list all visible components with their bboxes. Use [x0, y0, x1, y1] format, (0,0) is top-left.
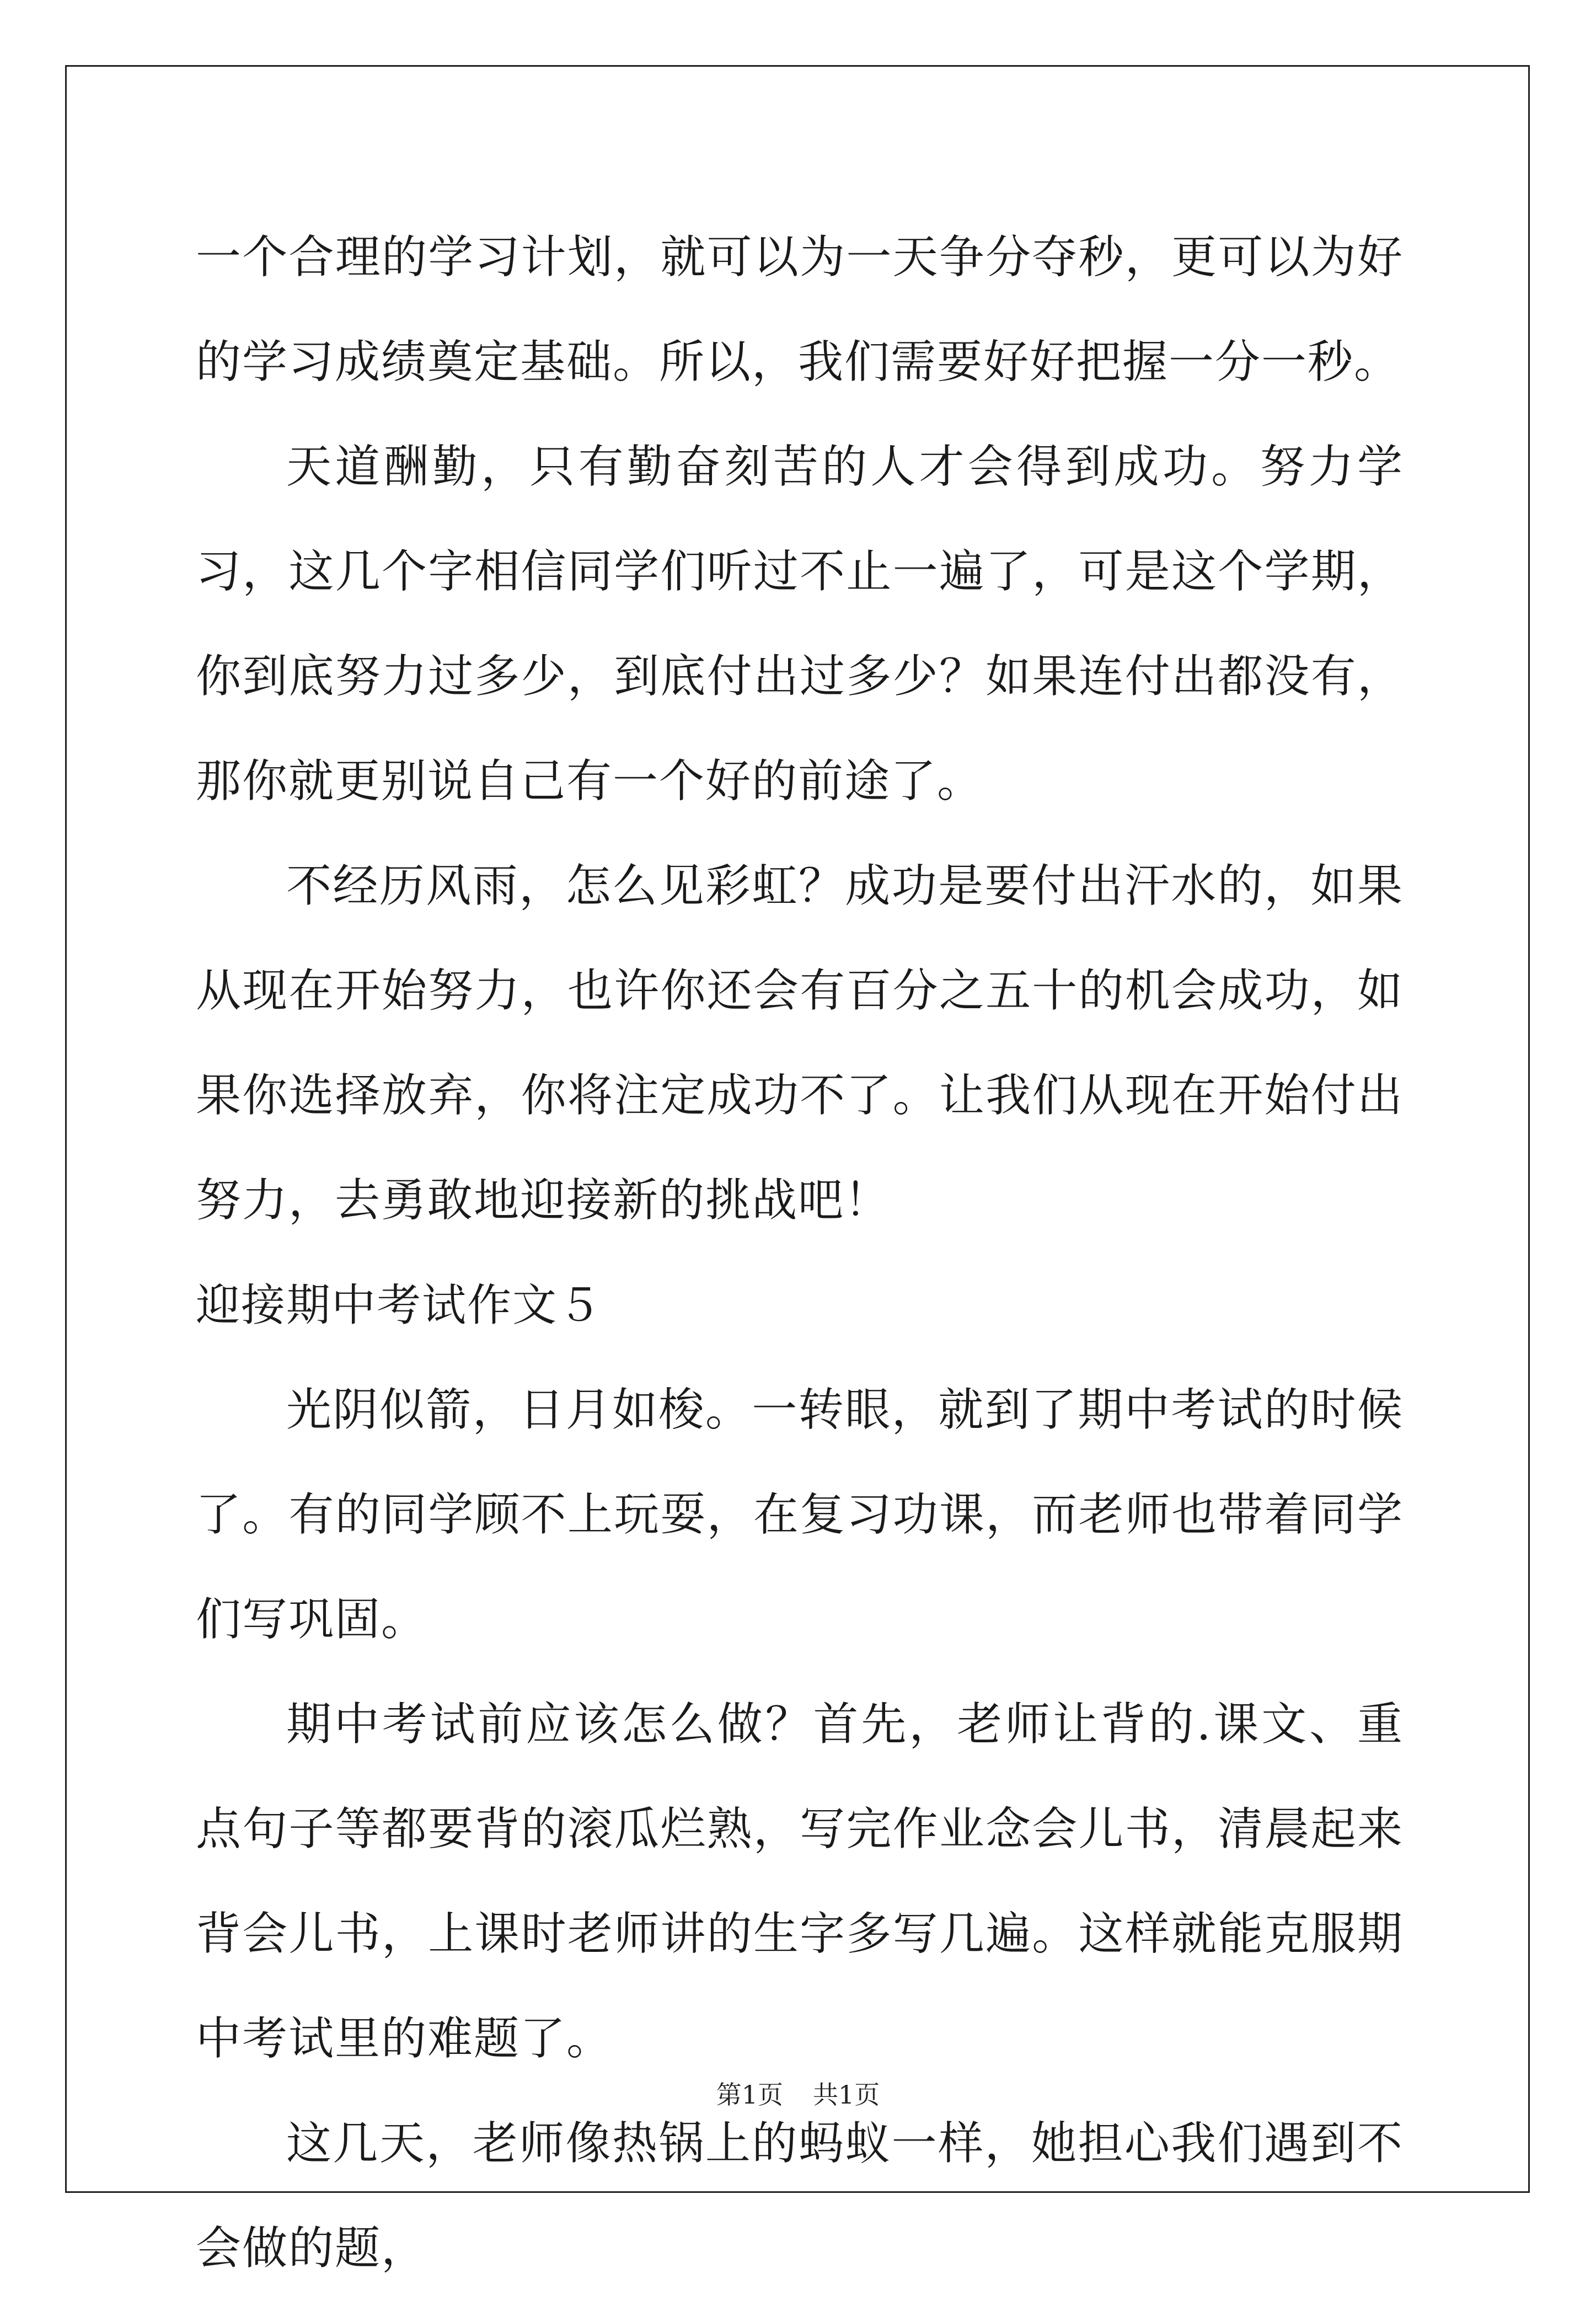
page-total: 共1页 — [813, 2080, 880, 2110]
page-number: 第1页 — [716, 2080, 783, 2110]
paragraph-1: 一个合理的学习计划，就可以为一天争分夺秒，更可以为好的学习成绩奠定基础。所以，我们需要好好把握一分一秒。 — [196, 231, 1404, 388]
paragraph-5: 期中考试前应该怎么做？首先，老师让背的.课文、重点句子等都要背的滚瓜烂熟，写完作业念会儿书，清晨起来背会儿书，上课时老师讲的生字多写几遍。这样就能克服期中考试里的难题了。 — [196, 1698, 1404, 2065]
paragraph-6: 这几天，老师像热锅上的蚂蚁一样，她担心我们遇到不会做的题， — [196, 2117, 1404, 2275]
document-body — [196, 205, 1404, 2301]
paragraph-2: 天道酬勤，只有勤奋刻苦的人才会得到成功。努力学习，这几个字相信同学们听过不止一遍了，可是这个学期，你到底努力过多少，到底付出过多少？如果连付出都没有，那你就更别说自己有一个好的前途了。 — [196, 441, 1404, 807]
section-heading: 迎接期中考试作文５ — [196, 1280, 603, 1331]
paragraph-3: 不经历风雨，怎么见彩虹？成功是要付出汗水的，如果从现在开始努力，也许你还会有百分之五十的机会成功，如果你选择放弃，你将注定成功不了。让我们从现在开始付出努力，去勇敢地迎接新的挑战吧！ — [196, 860, 1404, 1227]
paragraph-4: 光阴似箭，日月如梭。一转眼，就到了期中考试的时候了。有的同学顾不上玩耍，在复习功课，而老师也带着同学们写巩固。 — [196, 1384, 1404, 1646]
page-footer — [0, 2078, 1596, 2111]
